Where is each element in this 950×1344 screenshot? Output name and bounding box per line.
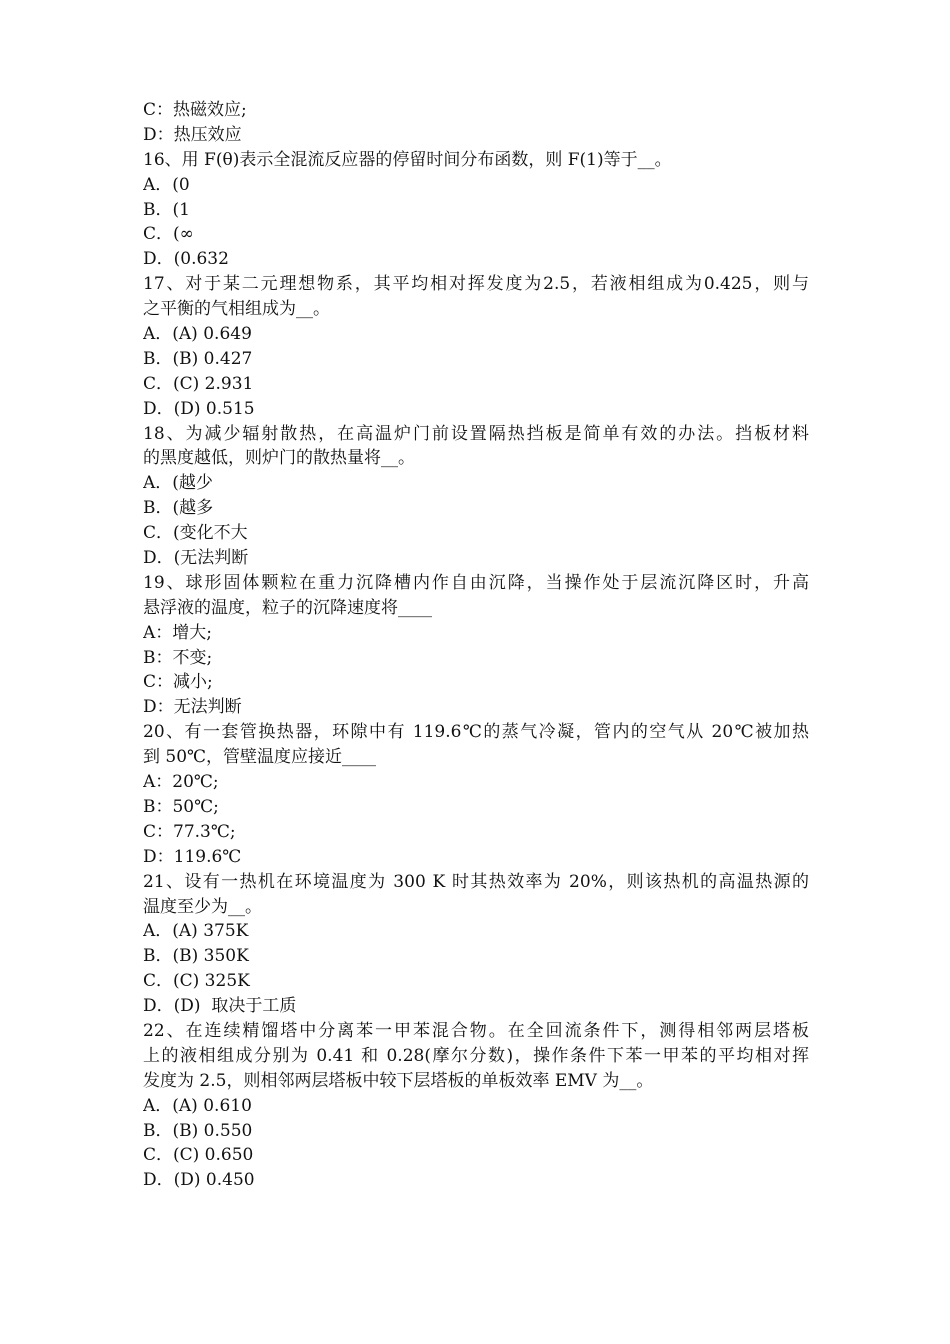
text-line: C．(变化不大 bbox=[143, 523, 248, 544]
text-line: C：77.3℃; bbox=[143, 821, 236, 842]
text-line: 到 50℃，管壁温度应接近____ bbox=[143, 747, 377, 768]
text-line: C．(C) 2.931 bbox=[143, 373, 254, 394]
text-line: B．(B) 0.427 bbox=[143, 348, 253, 369]
text-line: C：热磁效应; bbox=[143, 100, 247, 120]
text-line: 的黑度越低，则炉门的散热量将__。 bbox=[143, 448, 415, 469]
text-line: A．(A) 375K bbox=[143, 921, 249, 942]
text-line: 19、球形固体颗粒在重力沉降槽内作自由沉降，当操作处于层流沉降区时，升高 bbox=[143, 572, 809, 593]
text-line: D：无法判断 bbox=[143, 697, 242, 718]
text-line: D：热压效应 bbox=[143, 124, 242, 145]
text-line: 20、有一套管换热器，环隙中有 119.6℃的蒸气冷凝，管内的空气从 20℃被加热 bbox=[143, 722, 809, 743]
text-line: A：20℃; bbox=[143, 772, 219, 793]
text-line: D．(无法判断 bbox=[143, 548, 249, 569]
text-line: A．(A) 0.610 bbox=[143, 1095, 252, 1116]
text-line: 21、设有一热机在环境温度为 300 K 时其热效率为 20%，则该热机的高温热源的 bbox=[143, 871, 809, 892]
text-line: A．(A) 0.649 bbox=[143, 324, 252, 345]
text-line: D．(D) 取决于工质 bbox=[143, 996, 297, 1017]
text-line: 17、对于某二元理想物系，其平均相对挥发度为2.5，若液相组成为0.425，则与 bbox=[143, 274, 809, 295]
text-line: D：119.6℃ bbox=[143, 846, 242, 867]
text-line: C．(∞ bbox=[143, 224, 194, 245]
text-line: 16、用 F(θ)表示全混流反应器的停留时间分布函数，则 F(1)等于__。 bbox=[143, 149, 672, 170]
text-line: 温度至少为__。 bbox=[143, 896, 262, 917]
text-line: A．(越少 bbox=[143, 473, 213, 494]
text-line: B．(B) 350K bbox=[143, 946, 249, 967]
text-line: A．(0 bbox=[143, 174, 190, 195]
text-line: D．(D) 0.515 bbox=[143, 398, 255, 419]
text-line: A：增大; bbox=[143, 622, 213, 643]
text-line: 上的液相组成分别为 0.41 和 0.28(摩尔分数)，操作条件下苯一甲苯的平均相对挥 bbox=[143, 1045, 809, 1066]
text-line: B：不变; bbox=[143, 647, 213, 668]
text-line: C：减小; bbox=[143, 672, 213, 693]
text-line: 18、为减少辐射散热，在高温炉门前设置隔热挡板是简单有效的办法。挡板材料 bbox=[143, 423, 809, 444]
text-line: B．(B) 0.550 bbox=[143, 1120, 253, 1141]
text-line: 悬浮液的温度，粒子的沉降速度将____ bbox=[143, 597, 432, 618]
text-line: D．(D) 0.450 bbox=[143, 1170, 255, 1191]
text-line: 22、在连续精馏塔中分离苯一甲苯混合物。在全回流条件下，测得相邻两层塔板 bbox=[143, 1020, 809, 1041]
text-line: C．(C) 325K bbox=[143, 971, 250, 992]
text-line: B．(越多 bbox=[143, 498, 214, 519]
text-line: C．(C) 0.650 bbox=[143, 1145, 254, 1166]
text-line: B．(1 bbox=[143, 199, 190, 220]
text-line: B：50℃; bbox=[143, 796, 219, 817]
text-line: D．(0.632 bbox=[143, 249, 229, 270]
document-page bbox=[143, 98, 809, 1193]
text-line: 发度为 2.5，则相邻两层塔板中较下层塔板的单板效率 EMV 为__。 bbox=[143, 1070, 654, 1091]
text-line: 之平衡的气相组成为__。 bbox=[143, 299, 330, 320]
